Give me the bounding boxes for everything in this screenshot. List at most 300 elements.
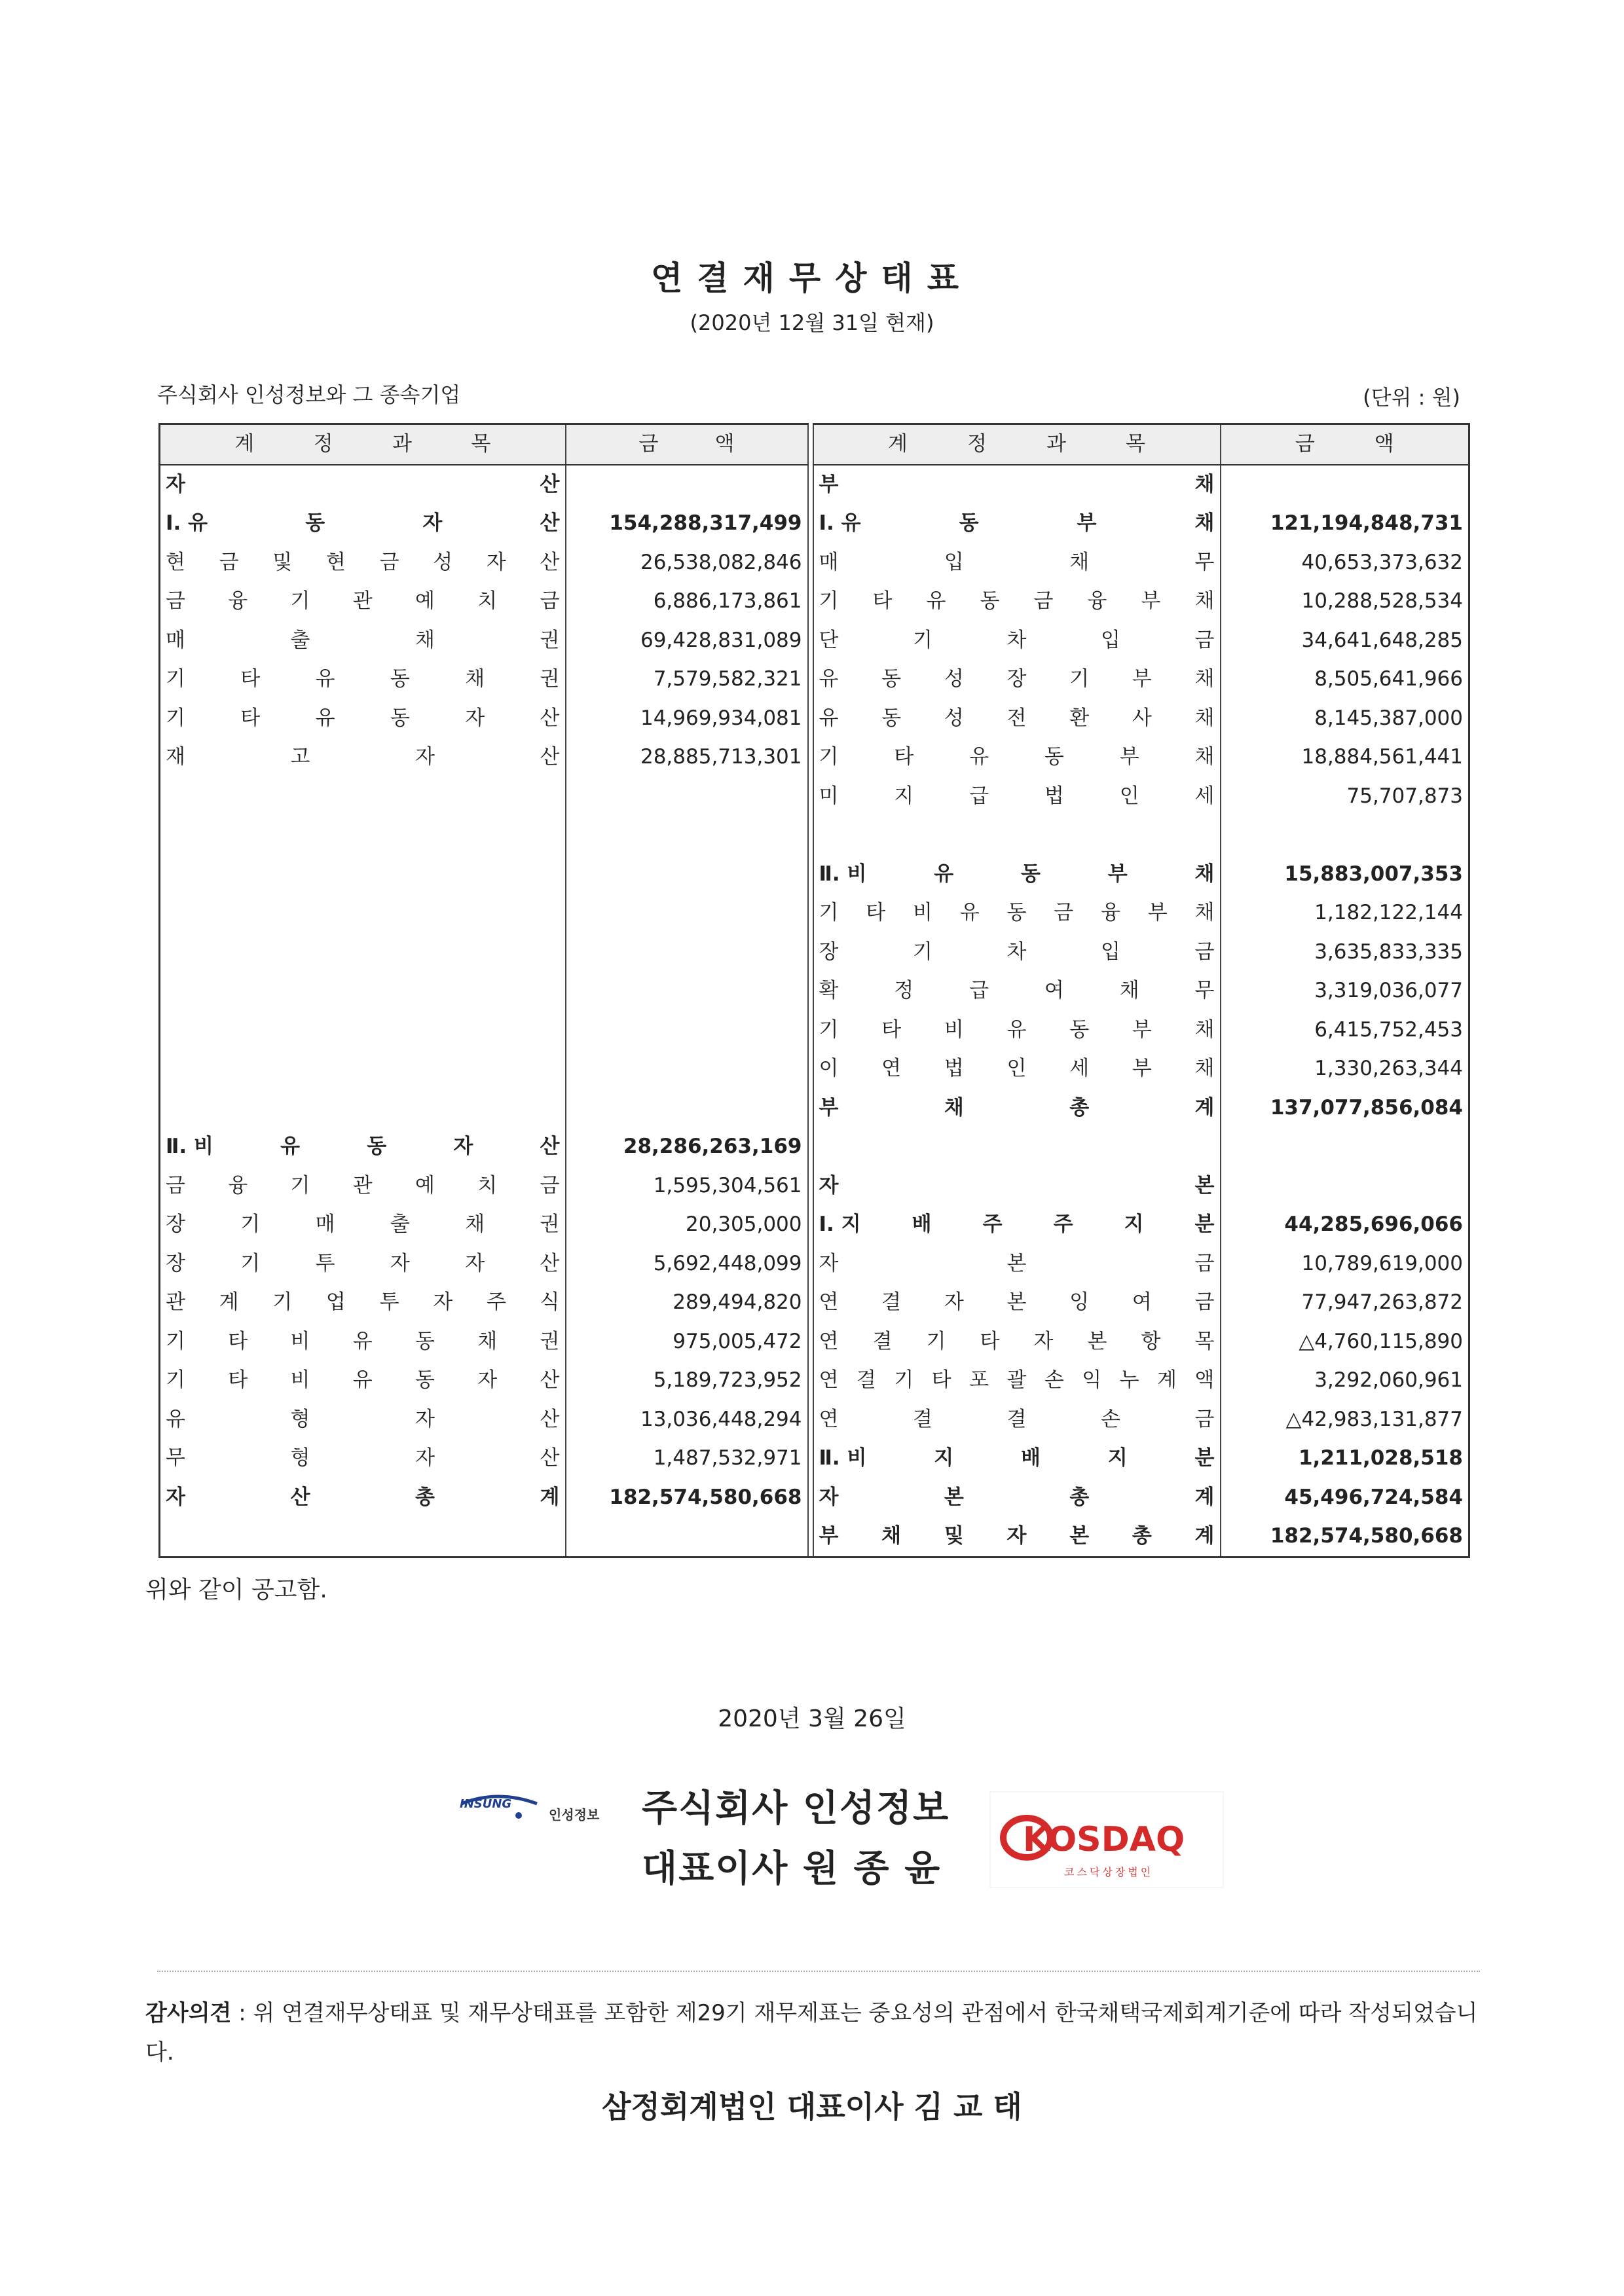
liability-amount-cell: 18,884,561,441 <box>1221 738 1469 777</box>
account-label-char: 채 <box>415 628 435 652</box>
kosdaq-seal <box>989 1791 1225 1889</box>
liability-account <box>819 1205 1215 1245</box>
account-label-char: 동 <box>1069 1017 1090 1042</box>
asset-account-cell <box>160 1283 566 1322</box>
closing-statement: 위와 같이 공고함. <box>145 1576 327 1603</box>
account-label-char: 비 <box>847 1446 867 1470</box>
account-label-char: 자 <box>422 511 443 535</box>
account-label-char: 채 <box>1194 901 1215 924</box>
account-label-char: 무 <box>1194 979 1215 1002</box>
account-label-char: 업 <box>325 1290 346 1314</box>
asset-account-cell <box>160 855 566 894</box>
account-label-char: 액 <box>1194 1368 1215 1392</box>
account-label-char: 결 <box>1006 1407 1027 1431</box>
account-label-char: 법 <box>1044 784 1064 808</box>
asset-account <box>166 1478 560 1518</box>
account-label-char: 자 <box>415 745 435 769</box>
account-label-char: 기 <box>240 1212 261 1236</box>
asset-account <box>166 621 560 661</box>
account-label-char: 자 <box>465 706 485 730</box>
account-label-char: 타 <box>881 1017 902 1042</box>
account-label-char: 세 <box>1069 1057 1090 1080</box>
asset-amount-cell: 154,288,317,499 <box>566 504 808 543</box>
liability-account-cell <box>813 1245 1221 1284</box>
account-label-char: 채 <box>465 1212 485 1236</box>
liability-account-cell <box>813 660 1221 699</box>
account-label-char: 동 <box>390 667 410 691</box>
liability-amount-cell <box>1221 816 1469 855</box>
document-title: 연결재무상태표 <box>650 259 974 297</box>
asset-amount-cell: 14,969,934,081 <box>566 699 808 738</box>
account-label-char: 부 <box>819 1095 839 1120</box>
account-label-char: 자 <box>415 1407 435 1431</box>
section-number: Ⅱ. <box>819 862 847 886</box>
account-label <box>819 1011 1215 1050</box>
account-label-char: 동 <box>1006 901 1027 924</box>
audit-opinion-label: 감사의견 <box>145 2000 232 2026</box>
asset-account-cell <box>160 738 566 777</box>
asset-amount-cell: 69,428,831,089 <box>566 621 808 661</box>
section-number: Ⅰ. <box>166 511 189 535</box>
account-label-char: 기 <box>894 1368 914 1392</box>
account-label-char: 금 <box>1194 628 1215 652</box>
table-row <box>160 1049 1469 1089</box>
account-label-char: 손 <box>1044 1368 1064 1392</box>
table-body <box>160 465 1469 1558</box>
liability-account <box>819 1478 1215 1518</box>
account-label-char: 지 <box>934 1446 954 1470</box>
account-label-char: 본 <box>944 1485 964 1509</box>
account-label-char: 결 <box>881 1290 902 1314</box>
liability-account <box>819 621 1215 661</box>
liability-account-cell <box>813 1361 1221 1400</box>
account-label <box>819 777 1215 816</box>
account-label <box>188 504 559 543</box>
account-label-char: 입 <box>1101 628 1120 652</box>
liability-account-cell <box>813 1517 1221 1557</box>
liability-account-cell <box>813 738 1221 777</box>
liability-amount-cell: 3,635,833,335 <box>1221 933 1469 972</box>
asset-account-cell <box>160 1517 566 1557</box>
account-label-char: 차 <box>1006 628 1027 652</box>
asset-account <box>166 660 560 699</box>
account-label-char: 확 <box>819 979 839 1002</box>
account-label <box>819 894 1215 933</box>
header-char: 계 <box>888 432 908 456</box>
account-label-char: 비 <box>194 1135 213 1158</box>
liability-account-cell <box>813 1400 1221 1440</box>
table-row <box>160 1245 1469 1284</box>
table-row <box>160 855 1469 894</box>
account-label-char: 자 <box>415 1446 435 1470</box>
account-label-char: 유 <box>188 511 208 535</box>
liability-account <box>819 738 1215 777</box>
account-label-char: 유 <box>352 1368 373 1392</box>
account-label-char: 금 <box>1194 1251 1215 1275</box>
account-label-char: 주 <box>982 1212 1003 1236</box>
section-number: Ⅱ. <box>166 1135 194 1158</box>
account-label-char: 채 <box>465 667 485 691</box>
balance-sheet-table <box>158 423 1470 1558</box>
asset-account-cell <box>160 660 566 699</box>
asset-account-cell <box>160 1439 566 1478</box>
asset-amount-cell: 28,286,263,169 <box>566 1127 808 1167</box>
table-row <box>160 1205 1469 1245</box>
account-label-char: 기 <box>819 745 839 769</box>
asset-account-cell <box>160 1011 566 1050</box>
asset-amount-cell <box>566 855 808 894</box>
account-label-char: 무 <box>1194 550 1215 574</box>
account-label-char: 기 <box>166 1368 185 1392</box>
account-label-char: 산 <box>540 1446 560 1470</box>
account-label-char: 권 <box>540 628 560 652</box>
account-label-char: 주 <box>486 1290 506 1314</box>
account-label-char: 융 <box>228 589 248 613</box>
table-row <box>160 738 1469 777</box>
liability-amount-cell: △42,983,131,877 <box>1221 1400 1469 1440</box>
account-label-char: 타 <box>931 1368 951 1392</box>
account-label <box>819 621 1215 661</box>
account-label <box>819 933 1215 972</box>
liability-account <box>819 1167 1215 1206</box>
account-label-char: 융 <box>228 1173 248 1197</box>
account-label-char: 분 <box>1194 1212 1215 1236</box>
asset-account-cell <box>160 1245 566 1284</box>
asset-amount-cell: 182,574,580,668 <box>566 1478 808 1518</box>
table-row <box>160 699 1469 738</box>
account-label-char: 기 <box>1069 667 1090 691</box>
account-label <box>841 1205 1215 1245</box>
account-label-char: 총 <box>415 1485 435 1509</box>
account-label-char: 금 <box>166 589 185 613</box>
account-label-char: 타 <box>240 706 261 730</box>
account-label-char: 채 <box>1194 1017 1215 1042</box>
account-label-char: 관 <box>166 1290 185 1314</box>
liability-account-cell <box>813 543 1221 583</box>
account-label-char: 본 <box>1006 1290 1027 1314</box>
asset-amount-cell <box>566 1049 808 1089</box>
header-char: 과 <box>1046 432 1066 456</box>
account-label-char: 출 <box>290 628 310 652</box>
liability-amount-cell <box>1221 465 1469 505</box>
kosdaq-seal-sub: 코스닥상장법인 <box>1064 1866 1154 1878</box>
account-label-char: 비 <box>913 901 932 924</box>
account-label-char: 동 <box>390 706 410 730</box>
insung-logo-sub: 인성정보 <box>549 1807 600 1823</box>
account-label-char: 단 <box>819 628 839 652</box>
account-label-char: 융 <box>1087 589 1107 613</box>
account-label-char: 금 <box>1194 1407 1215 1431</box>
account-label-char: 유 <box>315 667 335 691</box>
account-label-char: 권 <box>540 1329 560 1353</box>
account-label-char: 비 <box>944 1017 964 1042</box>
column-gap <box>808 1205 813 1245</box>
table-row <box>160 660 1469 699</box>
asset-account-cell <box>160 933 566 972</box>
liability-amount-cell: 3,292,060,961 <box>1221 1361 1469 1400</box>
account-label-char: 권 <box>540 667 560 691</box>
account-label-char: 기 <box>926 1329 946 1353</box>
account-label-char: 유 <box>352 1329 373 1353</box>
account-label-char: 타 <box>866 901 886 924</box>
account-label-char: 출 <box>390 1212 410 1236</box>
account-label-char: 기 <box>913 939 932 964</box>
account-label-char: 채 <box>1194 862 1215 886</box>
table-row <box>160 1089 1469 1128</box>
account-label-char: 고 <box>290 745 310 769</box>
table-row <box>160 816 1469 855</box>
table-row <box>160 582 1469 621</box>
liability-account <box>819 1245 1215 1284</box>
account-label-char: 기 <box>290 589 310 613</box>
account-label-char: 배 <box>1021 1446 1041 1470</box>
audit-opinion-text: : 위 연결재무상태표 및 재무상태표를 포함한 제29기 재무제표는 중요성의 관점에서 한국채택국제회계기준에 따라 작성되었습니다. <box>145 2000 1478 2066</box>
section-number: Ⅱ. <box>819 1446 847 1470</box>
liability-account-cell <box>813 777 1221 816</box>
asset-amount-cell: 1,595,304,561 <box>566 1167 808 1206</box>
account-label <box>166 1478 560 1518</box>
header-account-right <box>813 424 1221 465</box>
asset-account <box>166 1167 560 1206</box>
table-row <box>160 1517 1469 1557</box>
account-label-char: 금 <box>379 550 399 574</box>
asset-account-cell <box>160 1167 566 1206</box>
asset-amount-cell <box>566 972 808 1011</box>
account-label-char: 투 <box>379 1290 399 1314</box>
account-label-char: 부 <box>1119 745 1139 769</box>
account-label-char: 연 <box>881 1057 902 1080</box>
liability-account <box>819 504 1215 543</box>
liability-amount-cell: 45,496,724,584 <box>1221 1478 1469 1518</box>
account-label-char: 결 <box>913 1407 932 1431</box>
table-row <box>160 1478 1469 1518</box>
header-char: 정 <box>967 432 987 456</box>
header-amount-left <box>566 424 808 465</box>
asset-amount-cell <box>566 777 808 816</box>
header-char: 금 <box>638 432 659 456</box>
account-label-char: 금 <box>1054 901 1074 924</box>
account-label-char: 기 <box>166 1329 185 1353</box>
account-label <box>166 465 560 505</box>
account-label-char: 익 <box>1082 1368 1102 1392</box>
account-label-char: 손 <box>1101 1407 1120 1431</box>
liability-account-cell <box>813 1322 1221 1362</box>
account-label-char: 금 <box>219 550 239 574</box>
liability-account <box>819 1322 1215 1362</box>
account-label-char: 여 <box>1044 979 1064 1002</box>
section-number: Ⅰ. <box>819 511 841 535</box>
account-label-char: 장 <box>1006 667 1027 691</box>
asset-account-cell <box>160 582 566 621</box>
liability-account-cell <box>813 1205 1221 1245</box>
asset-account-cell <box>160 1205 566 1245</box>
asset-account <box>166 1400 560 1440</box>
account-label-char: 동 <box>1021 862 1041 886</box>
account-label-char: 금 <box>1194 1290 1215 1314</box>
account-label-char: 본 <box>1069 1524 1090 1548</box>
account-label-char: 산 <box>290 1485 310 1509</box>
table-row <box>160 1127 1469 1167</box>
account-label-char: 자 <box>1006 1524 1027 1548</box>
column-gap <box>808 1283 813 1322</box>
table-row <box>160 1361 1469 1400</box>
kosdaq-seal-text: KOSDAQ <box>1023 1820 1185 1859</box>
account-label <box>819 1361 1215 1400</box>
asset-account-cell <box>160 1049 566 1089</box>
account-label-char: 금 <box>166 1173 185 1197</box>
asset-amount-cell <box>566 1089 808 1128</box>
account-label-char: 타 <box>894 745 914 769</box>
asset-account-cell <box>160 699 566 738</box>
column-gap <box>808 1361 813 1400</box>
liability-amount-cell: 8,145,387,000 <box>1221 699 1469 738</box>
liability-amount-cell: 10,789,619,000 <box>1221 1245 1469 1284</box>
liability-account <box>819 582 1215 621</box>
account-label-char: 급 <box>969 784 989 808</box>
account-label <box>166 738 560 777</box>
account-label <box>166 621 560 661</box>
account-label-char: 사 <box>1132 706 1152 730</box>
header-char: 계 <box>234 432 255 456</box>
account-label-char: 채 <box>477 1329 498 1353</box>
asset-account-cell <box>160 816 566 855</box>
liability-account <box>819 1439 1215 1478</box>
asset-account <box>166 543 560 583</box>
asset-amount-cell: 289,494,820 <box>566 1283 808 1322</box>
account-label-char: 장 <box>166 1212 185 1236</box>
account-label-char: 총 <box>1069 1485 1090 1509</box>
liability-account <box>819 465 1215 505</box>
account-label <box>166 543 560 583</box>
account-label <box>166 660 560 699</box>
header-char: 목 <box>1126 432 1145 456</box>
column-gap <box>808 777 813 816</box>
account-label-char: 자 <box>465 1251 485 1275</box>
account-label <box>166 1167 560 1206</box>
account-label-char: 유 <box>819 706 839 730</box>
announcement-date: 2020년 3월 26일 <box>718 1705 906 1732</box>
account-label-char: 장 <box>166 1251 185 1275</box>
account-label-char: 본 <box>1087 1329 1107 1353</box>
table-row <box>160 1322 1469 1362</box>
header-char: 목 <box>471 432 491 456</box>
asset-amount-cell: 1,487,532,971 <box>566 1439 808 1478</box>
liability-amount-cell: 8,505,641,966 <box>1221 660 1469 699</box>
account-label-char: 산 <box>540 745 560 769</box>
account-label-char: 타 <box>228 1368 248 1392</box>
column-gap <box>808 816 813 855</box>
asset-amount-cell: 13,036,448,294 <box>566 1400 808 1440</box>
column-gap <box>808 1322 813 1362</box>
column-gap <box>808 1400 813 1440</box>
column-gap <box>808 504 813 543</box>
ceo-name: 대표이사 원 종 윤 <box>642 1848 942 1890</box>
account-label-char: 및 <box>272 550 293 574</box>
account-label <box>819 582 1215 621</box>
account-label-char: 자 <box>166 1485 185 1509</box>
account-label-char: 계 <box>540 1485 560 1509</box>
account-label-char: 인 <box>1119 784 1139 808</box>
account-label-char: 채 <box>1069 550 1090 574</box>
account-label-char: 채 <box>1194 706 1215 730</box>
column-gap <box>808 1127 813 1167</box>
liability-account <box>819 1517 1215 1556</box>
account-label-char: 누 <box>1119 1368 1139 1392</box>
account-label <box>166 1400 560 1440</box>
liability-account <box>819 1089 1215 1128</box>
table-row <box>160 1400 1469 1440</box>
liability-account <box>819 972 1215 1011</box>
liability-account-cell <box>813 582 1221 621</box>
asset-account <box>166 1439 560 1478</box>
liability-amount-cell: 44,285,696,066 <box>1221 1205 1469 1245</box>
table-row <box>160 621 1469 661</box>
asset-account-cell <box>160 1400 566 1440</box>
account-label-char: 자 <box>453 1135 473 1158</box>
account-label-char: 치 <box>477 1173 498 1197</box>
account-label-char: 산 <box>540 472 560 496</box>
header-char: 과 <box>392 432 412 456</box>
account-label-char: 형 <box>290 1446 310 1470</box>
account-label <box>819 1245 1215 1284</box>
column-gap <box>808 933 813 972</box>
account-label <box>166 1322 560 1362</box>
account-label-char: 세 <box>1194 784 1215 808</box>
asset-account <box>166 1245 560 1284</box>
account-label-char: 채 <box>1194 472 1215 496</box>
asset-account <box>166 1361 560 1400</box>
asset-amount-cell: 20,305,000 <box>566 1205 808 1245</box>
account-label-char: 연 <box>819 1368 839 1392</box>
account-label-char: 미 <box>819 784 839 808</box>
account-label-char: 주 <box>1053 1212 1073 1236</box>
account-label <box>166 582 560 621</box>
account-label <box>819 465 1215 505</box>
account-label-char: 채 <box>1194 511 1215 535</box>
table-row <box>160 543 1469 583</box>
account-label-char: 금 <box>540 1173 560 1197</box>
liability-account <box>819 660 1215 699</box>
account-label-char: 무 <box>166 1446 185 1470</box>
column-gap <box>808 465 813 505</box>
account-label <box>819 972 1215 1011</box>
liability-account <box>819 543 1215 583</box>
account-label-char: 기 <box>290 1173 310 1197</box>
liability-account <box>819 1011 1215 1050</box>
account-label-char: 환 <box>1069 706 1090 730</box>
asset-account-cell <box>160 1478 566 1518</box>
account-label-char: 유 <box>819 667 839 691</box>
account-label-char: 부 <box>1077 511 1097 535</box>
liability-account-cell <box>813 1011 1221 1050</box>
asset-account <box>166 504 560 543</box>
section-number: Ⅰ. <box>819 1212 841 1236</box>
column-gap <box>808 1167 813 1206</box>
liability-account-cell <box>813 504 1221 543</box>
asset-account-cell <box>160 543 566 583</box>
account-label <box>166 699 560 738</box>
account-label-char: 급 <box>969 979 989 1002</box>
company-name: 주식회사 인성정보 <box>642 1787 950 1830</box>
liability-amount-cell <box>1221 1127 1469 1167</box>
account-label-char: 타 <box>240 667 261 691</box>
column-gap <box>808 894 813 933</box>
liability-amount-cell <box>1221 1167 1469 1206</box>
asset-amount-cell <box>566 894 808 933</box>
liability-amount-cell: 1,182,122,144 <box>1221 894 1469 933</box>
liability-amount-cell: 40,653,373,632 <box>1221 543 1469 583</box>
account-label-char: 매 <box>819 550 839 574</box>
